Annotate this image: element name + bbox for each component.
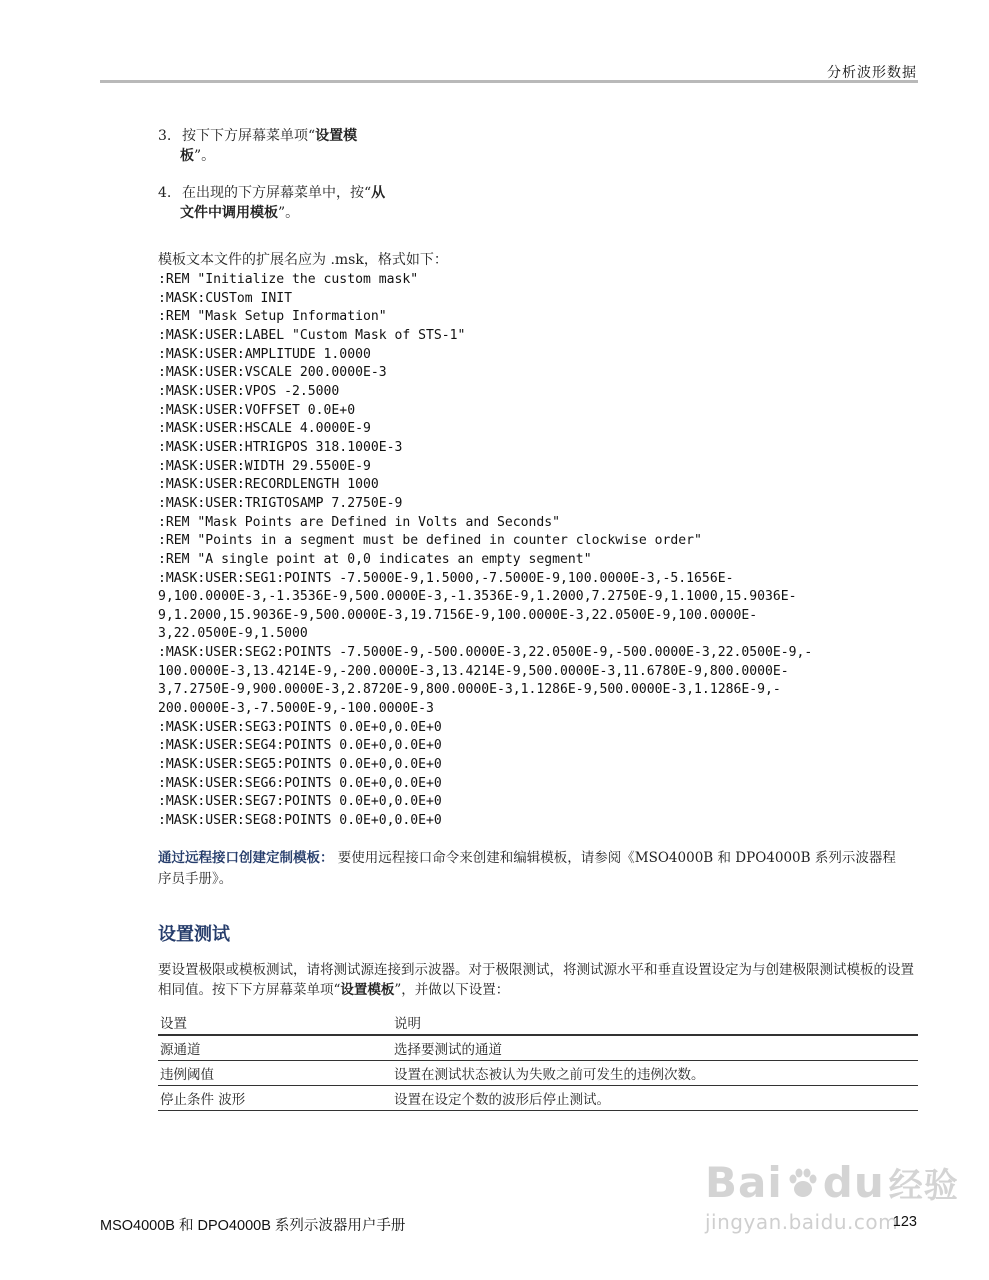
watermark-logo (705, 1158, 959, 1207)
watermark-brand-b: du (822, 1158, 885, 1207)
remote-note-lead: 通过远程接口创建定制模板： (158, 850, 334, 866)
setup-test-paragraph (158, 960, 920, 1000)
mask-file-intro: 模板文本文件的扩展名应为 .msk，格式如下： (158, 252, 448, 268)
table-row (158, 1086, 918, 1111)
table-header-cell: 设置 (160, 1016, 187, 1032)
code-line: 200.0000E-3,-7.5000E-9,-100.0000E-3 (158, 701, 434, 717)
step-4 (158, 183, 428, 223)
table-cell: 停止条件 波形 (160, 1092, 246, 1108)
code-line: :MASK:USER:TRIGTOSAMP 7.2750E-9 (158, 495, 403, 511)
code-line: :MASK:USER:SEG3:POINTS 0.0E+0,0.0E+0 (158, 719, 442, 735)
setup-para-menu-item: 设置模板 (340, 982, 395, 998)
remote-interface-note (158, 848, 898, 890)
code-line: :MASK:CUSTom INIT (158, 290, 293, 306)
menu-item-name: 从 (371, 185, 386, 201)
table-cell: 选择要测试的通道 (394, 1042, 502, 1058)
setup-para-text: 要设置极限或模板测试，请将测试源连接到示波器。对于极限测试，将测试源水平和垂直设置设定为与创建极限测试模板的设置相同值。按下下方屏幕菜单项“ (158, 962, 914, 998)
code-line: :MASK:USER:SEG2:POINTS -7.5000E-9,-500.0000E-3,22.0500E-9,-500.0000E-3,22.0500E-9,- (158, 645, 813, 661)
table-cell: 设置在测试状态被认为失败之前可发生的违例次数。 (394, 1067, 705, 1083)
code-line: :MASK:USER:WIDTH 29.5500E-9 (158, 458, 371, 474)
code-line: :REM "A single point at 0,0 indicates an empty segment" (158, 551, 592, 567)
code-line: :MASK:USER:VOFFSET 0.0E+0 (158, 402, 356, 418)
step-text-end: ”。 (194, 148, 216, 164)
settings-table (158, 1010, 918, 1111)
code-line: :MASK:USER:HSCALE 4.0000E-9 (158, 421, 371, 437)
code-line: :REM "Mask Setup Information" (158, 309, 387, 325)
code-line: :MASK:USER:VSCALE 200.0000E-3 (158, 365, 387, 381)
watermark-brand-a: Bai (705, 1158, 783, 1207)
code-line: :MASK:USER:SEG7:POINTS 0.0E+0,0.0E+0 (158, 794, 442, 810)
code-line: 3,7.2750E-9,900.0000E-3,2.8720E-9,800.0000E-3,1.1286E-9,500.0000E-3,1.1286E-9,- (158, 682, 781, 698)
code-line: :MASK:USER:SEG5:POINTS 0.0E+0,0.0E+0 (158, 757, 442, 773)
code-line: :MASK:USER:SEG1:POINTS -7.5000E-9,1.5000,-7.5000E-9,100.0000E-3,-5.1656E- (158, 570, 734, 586)
code-line: :MASK:USER:SEG6:POINTS 0.0E+0,0.0E+0 (158, 775, 442, 791)
code-line: :MASK:USER:AMPLITUDE 1.0000 (158, 346, 371, 362)
setup-para-text-end: ”，并做以下设置： (394, 982, 510, 998)
table-header-row (158, 1010, 918, 1036)
step-text: 在出现的下方屏幕菜单中，按“ (182, 185, 372, 201)
menu-item-name-cont: 板 (180, 148, 194, 164)
step-3 (158, 126, 428, 166)
step-number: 3. (158, 128, 172, 144)
code-line: :REM "Mask Points are Defined in Volts and Seconds" (158, 514, 561, 530)
table-cell: 设置在设定个数的波形后停止测试。 (394, 1092, 610, 1108)
step-number: 4. (158, 185, 172, 201)
watermark-url: jingyan.baidu.com (705, 1210, 899, 1234)
section-title: 分析波形数据 (827, 65, 917, 81)
step-text-end: ”。 (278, 205, 300, 221)
mask-file-listing (158, 271, 898, 831)
code-line: :MASK:USER:HTRIGPOS 318.1000E-3 (158, 439, 403, 455)
table-header-cell: 说明 (394, 1016, 421, 1032)
code-line: :REM "Initialize the custom mask" (158, 272, 419, 287)
header-rule (100, 80, 918, 83)
section-heading-setup-test: 设置测试 (158, 924, 230, 945)
code-line: 100.0000E-3,13.4214E-9,-200.0000E-3,13.4214E-9,500.0000E-3,11.6780E-9,800.0000E- (158, 663, 789, 679)
paw-icon (785, 1165, 821, 1201)
code-line: 9,100.0000E-3,-1.3536E-9,500.0000E-3,-1.3536E-9,1.2000,7.2750E-9,1.1000,15.9036E- (158, 589, 797, 605)
code-line: :MASK:USER:SEG4:POINTS 0.0E+0,0.0E+0 (158, 738, 442, 754)
page-number: 123 (892, 1214, 917, 1230)
code-line: :REM "Points in a segment must be defined in counter clockwise order" (158, 533, 702, 549)
table-cell: 源通道 (160, 1042, 201, 1058)
table-row (158, 1036, 918, 1061)
table-row (158, 1061, 918, 1086)
footer-manual-title: MSO4000B 和 DPO4000B 系列示波器用户手册 (100, 1218, 406, 1234)
menu-item-name: 设置模 (315, 128, 358, 144)
code-line: 3,22.0500E-9,1.5000 (158, 626, 308, 642)
code-line: :MASK:USER:RECORDLENGTH 1000 (158, 477, 379, 493)
table-cell: 违例阈值 (160, 1067, 214, 1083)
remote-note-text: 要使用远程接口命令来创建和编辑模板，请参阅《MSO4000B 和 DPO4000B 系列示波器程序员手册》。 (158, 850, 896, 887)
code-line: :MASK:USER:LABEL "Custom Mask of STS-1" (158, 327, 466, 343)
menu-item-name-cont: 文件中调用模板 (180, 205, 278, 221)
code-line: :MASK:USER:VPOS -2.5000 (158, 383, 340, 399)
code-line: 9,1.2000,15.9036E-9,500.0000E-3,19.7156E-9,100.0000E-3,22.0500E-9,100.0000E- (158, 607, 758, 623)
code-line: :MASK:USER:SEG8:POINTS 0.0E+0,0.0E+0 (158, 813, 442, 829)
watermark-brand-cn: 经验 (888, 1166, 959, 1206)
step-text: 按下下方屏幕菜单项“ (182, 128, 316, 144)
